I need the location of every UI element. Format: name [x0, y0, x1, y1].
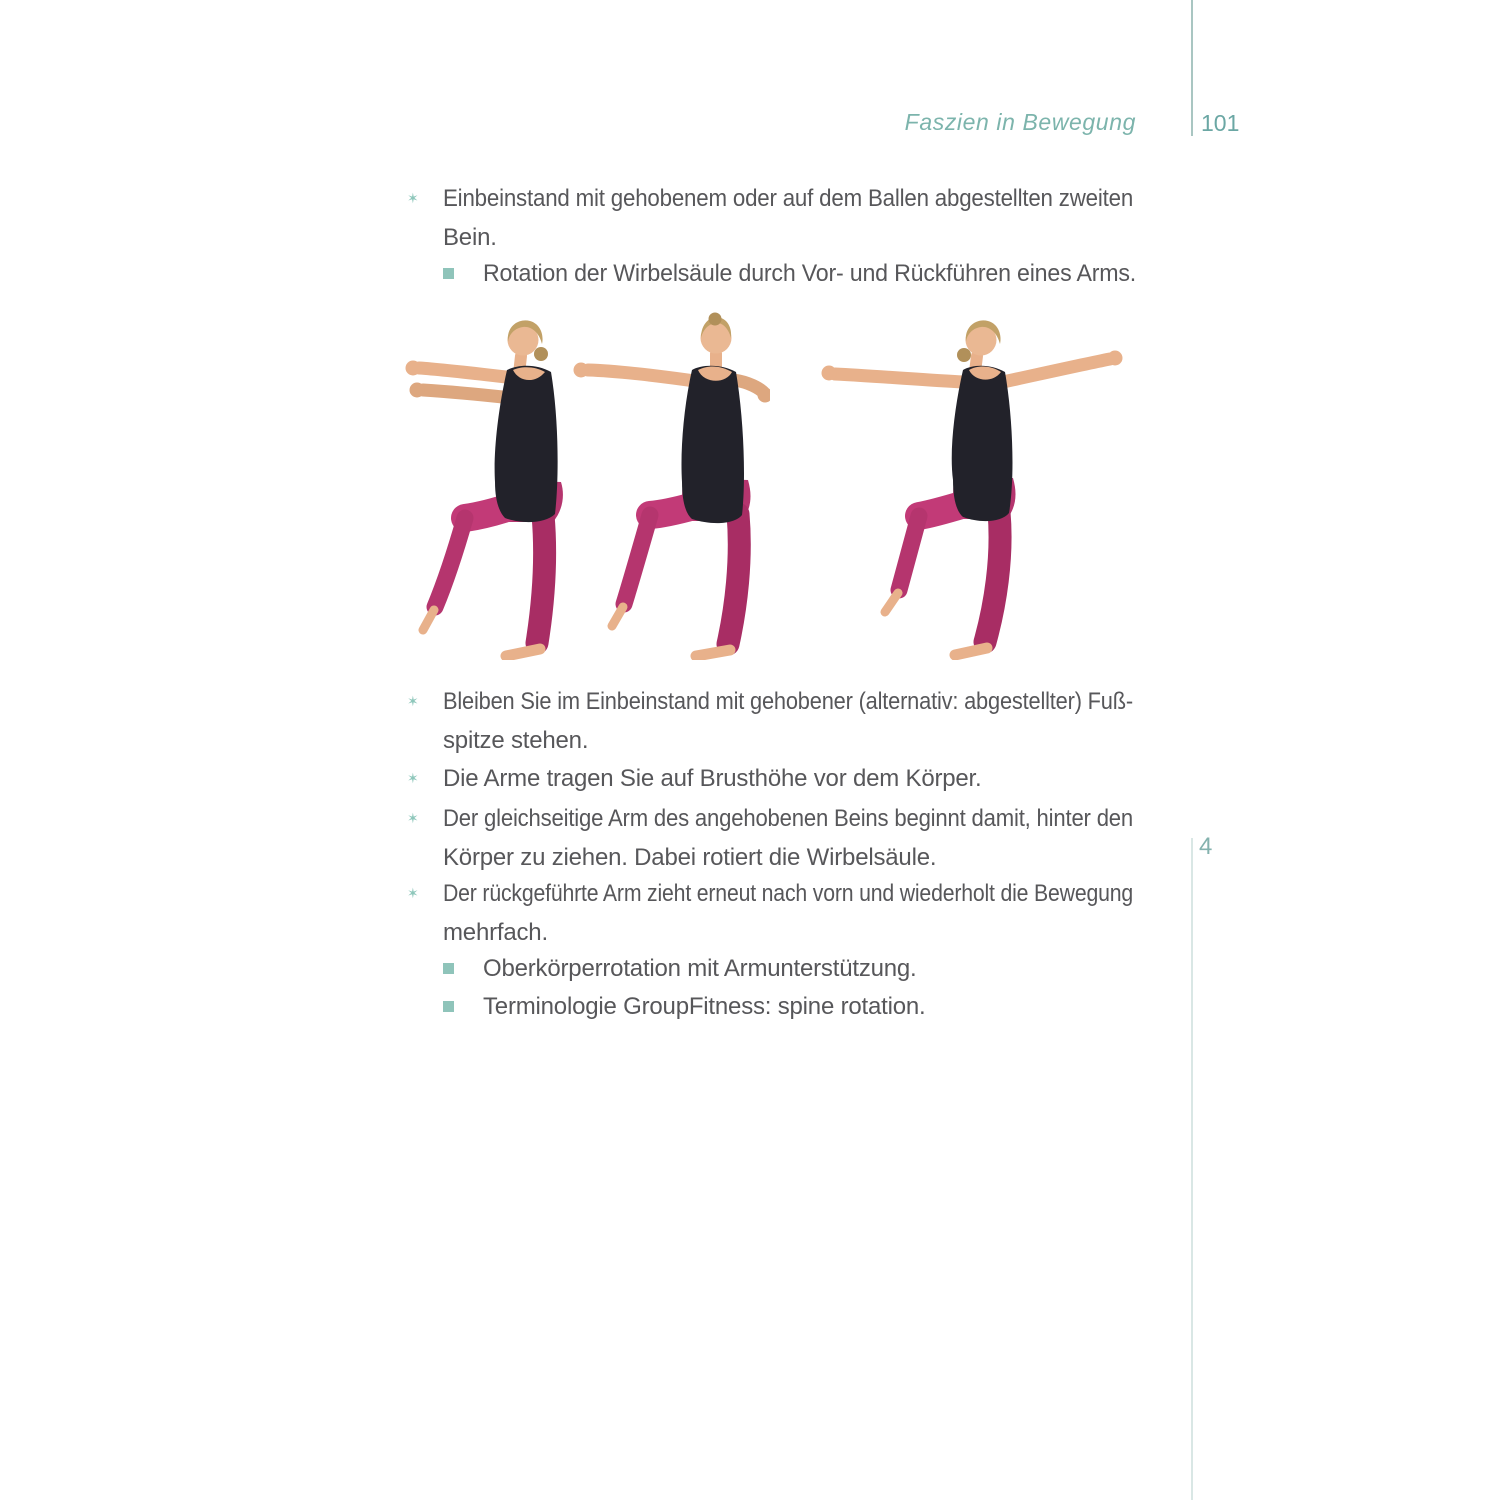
chapter-number: 4 — [1199, 833, 1213, 860]
exercise-photo-strip — [395, 310, 1135, 662]
chapter-tab-rule — [1191, 838, 1193, 1500]
bullet-star-icon: ✶ — [407, 693, 419, 709]
square-bullet-icon — [443, 268, 454, 279]
list-line: Terminologie GroupFitness: spine rotation. — [483, 993, 926, 1020]
list-line: Oberkörperrotation mit Armunterstützung. — [483, 955, 917, 982]
list-line: Einbeinstand mit gehobenem oder auf dem Ballen abgestellten zweiten — [443, 185, 1134, 212]
bullet-star-icon: ✶ — [407, 770, 419, 786]
list-item — [443, 254, 1136, 293]
square-bullet-icon — [443, 963, 454, 974]
bullet-star-icon: ✶ — [407, 885, 419, 901]
exercise-photo-pose-2 — [562, 310, 770, 660]
list-item — [405, 874, 1133, 952]
list-line: Der gleichseitige Arm des angehobenen Beins beginnt damit, hinter den — [443, 805, 1134, 832]
list-line: Bleiben Sie im Einbeinstand mit gehobener (alternativ: abgestellter) Fuß- — [443, 688, 1133, 715]
exercise-photo-pose-1 — [395, 310, 580, 660]
running-title: Faszien in Bewegung — [904, 109, 1136, 135]
list-item — [405, 179, 1133, 257]
list-item — [405, 799, 1133, 877]
list-item — [405, 682, 1133, 760]
square-bullet-icon — [443, 1001, 454, 1012]
header-rule — [1191, 0, 1193, 136]
list-item — [405, 759, 1133, 798]
bullet-star-icon: ✶ — [407, 190, 419, 206]
list-line: mehrfach. — [443, 919, 548, 946]
list-line: Rotation der Wirbelsäule durch Vor- und Rückführen eines Arms. — [483, 260, 1137, 287]
list-line: spitze stehen. — [443, 727, 589, 754]
list-item — [443, 987, 1136, 1026]
list-line: Die Arme tragen Sie auf Brusthöhe vor dem Körper. — [443, 765, 982, 792]
page-number: 101 — [1201, 110, 1240, 136]
list-line: Der rückgeführte Arm zieht erneut nach vorn und wiederholt die Bewegung — [443, 880, 1134, 907]
list-line: Bein. — [443, 224, 497, 251]
bullet-star-icon: ✶ — [407, 810, 419, 826]
list-line: Körper zu ziehen. Dabei rotiert die Wirbelsäule. — [443, 844, 937, 871]
list-item — [443, 949, 1136, 988]
exercise-photo-pose-3 — [815, 310, 1125, 660]
